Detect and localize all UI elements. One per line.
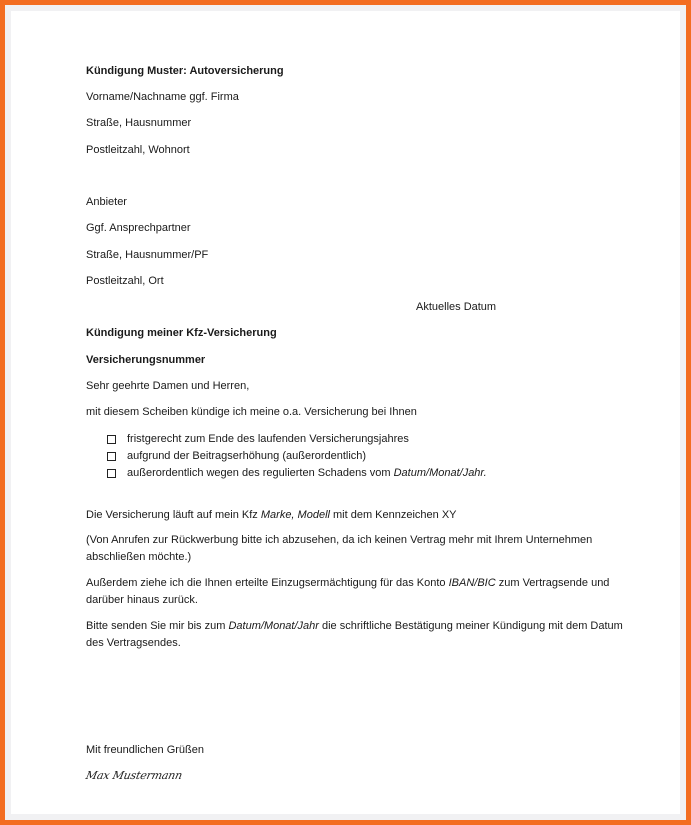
confirmation-paragraph [86,618,626,652]
vehicle-text-end: mit dem Kennzeichen XY [329,509,457,521]
debit-text-end: zum Vertragsende und darüber hinaus zurück. [86,577,610,606]
debit-placeholder: IBAN/BIC [448,577,496,589]
letter-subject: Kündigung meiner Kfz-Versicherung [86,327,277,339]
recipient-city: Postleitzahl, Ort [86,275,164,287]
recipient-provider: Anbieter [86,196,127,208]
sender-name: Vorname/Nachname ggf. Firma [86,91,239,103]
confirmation-text-end: die schriftliche Bestätigung meiner Kündigung mit dem Datum des Vertragsendes. [86,620,623,649]
salutation: Sehr geehrte Damen und Herren, [86,380,250,392]
policy-number: Versicherungsnummer [86,354,206,366]
checkbox-icon[interactable] [107,469,116,478]
confirmation-placeholder: Datum/Monat/Jahr [228,620,319,632]
vehicle-paragraph [86,508,457,523]
closing: Mit freundlichen Grüßen [86,744,204,756]
confirmation-text: Bitte senden Sie mir bis zum [86,620,229,632]
checkbox-icon[interactable] [107,435,116,444]
debit-text: Außerdem ziehe ich die Ihnen erteilte Einzugsermächtigung für das Konto [86,577,449,589]
termination-options [107,431,487,482]
option-label: fristgerecht zum Ende des laufenden Versicherungsjahres [127,433,409,445]
option-ordinary [107,431,487,448]
option-premium-increase [107,448,487,465]
option-label: außerordentlich wegen des regulierten Schadens vom [127,467,394,479]
letter-date: Aktuelles Datum [416,301,497,313]
option-date-placeholder: Datum/Monat/Jahr. [393,467,487,479]
vehicle-text: Die Versicherung läuft auf mein Kfz [86,509,261,521]
no-calls-paragraph: (Von Anrufen zur Rückwerbung bitte ich abzusehen, da ich keinen Vertrag mehr mit Ihrem Unternehmen abschließen möchte.) [86,534,593,563]
letter-page [11,11,680,814]
sender-city: Postleitzahl, Wohnort [86,144,190,156]
recipient-contact: Ggf. Ansprechpartner [86,222,191,234]
sender-street: Straße, Hausnummer [86,117,192,129]
checkbox-icon[interactable] [107,452,116,461]
vehicle-placeholder: Marke, Modell [260,509,330,521]
intro-text: mit diesem Scheiben kündige ich meine o.a. Versicherung bei Ihnen [86,406,417,418]
option-claim [107,465,487,482]
option-label: aufgrund der Beitragserhöhung (außerordentlich) [127,450,367,462]
letter-title: Kündigung Muster: Autoversicherung [86,65,284,77]
recipient-street: Straße, Hausnummer/PF [86,249,209,261]
direct-debit-paragraph [86,575,626,609]
signature: Max Mustermann [84,769,184,782]
